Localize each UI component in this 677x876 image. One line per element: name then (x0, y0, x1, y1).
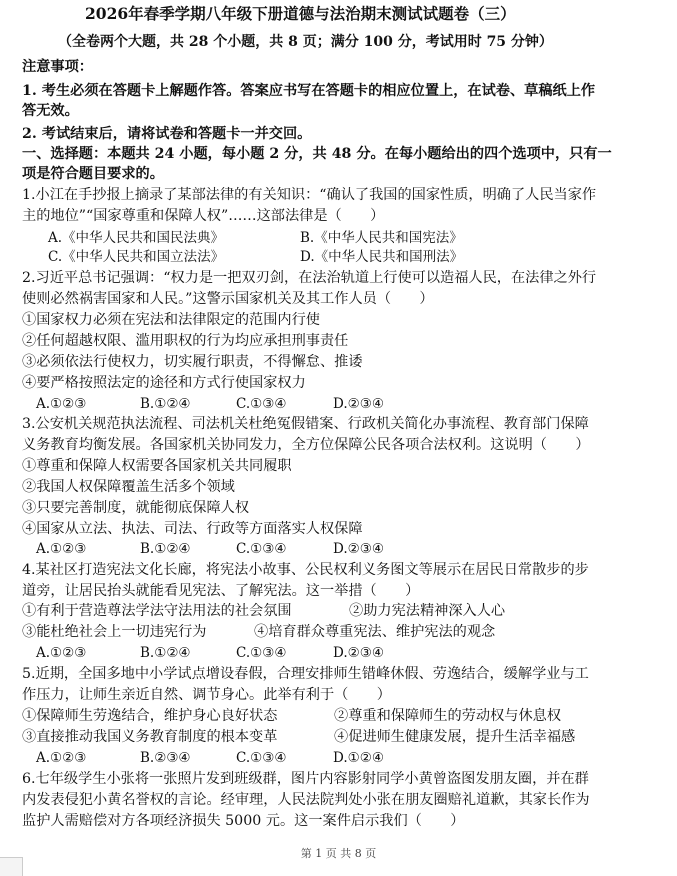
q1-option-b: B.《中华人民共和国宪法》 (300, 230, 463, 246)
q3-statement-4: ④国家从立法、执法、司法、行政等方面落实人权保障 (22, 521, 363, 537)
q6-stem-line-1: 6.七年级学生小张将一张照片发到班级群，图片内容影射同学小黄曾盗图发朋友圈，并在群 (22, 771, 589, 787)
q4-statement-3: ③能杜绝社会上一切违宪行为 (22, 624, 207, 640)
notice-heading: 注意事项： (22, 59, 93, 75)
q3-statement-1: ①尊重和保障人权需要各国家机关共同履职 (22, 458, 292, 474)
q6-stem-line-3: 监护人需赔偿对方各项经济损失 5000 元。这一案件启示我们（ ） (22, 813, 465, 829)
q2-statement-3: ③必须依法行使权力，切实履行职责，不得懈怠、推诿 (22, 354, 363, 370)
q4-option-c: C.①③④ (236, 645, 287, 661)
q1-stem-line-1: 1.小江在手抄报上摘录了某部法律的有关知识：“确认了我国的国家性质，明确了人民当家作 (22, 187, 597, 203)
q5-option-b: B.②③④ (140, 750, 191, 766)
q4-statement-1: ①有利于营造尊法学法守法用法的社会氛围 (22, 603, 292, 619)
q5-option-a: A.①②③ (36, 750, 87, 766)
q4-statement-4: ④培育群众尊重宪法、维护宪法的观念 (254, 624, 496, 640)
q3-stem-line-1: 3.公安机关规范执法流程、司法机关杜绝冤假错案、行政机关简化办事流程、教育部门保障 (22, 416, 589, 432)
scroll-corner (0, 857, 23, 876)
q2-option-d: D.②③④ (333, 396, 384, 412)
q3-option-a: A.①②③ (36, 541, 87, 557)
q3-statement-3: ③只要完善制度，就能彻底保障人权 (22, 500, 250, 516)
section-1-heading-line-1: 一、选择题：本题共 24 小题，每小题 2 分，共 48 分。在每小题给出的四个选项中，只有一 (22, 146, 612, 162)
q2-stem-line-1: 2.习近平总书记强调：“权力是一把双刃剑，在法治轨道上行使可以造福人民，在法律之外行 (22, 270, 597, 286)
q5-option-c: C.①③④ (236, 750, 287, 766)
q1-option-d: D.《中华人民共和国刑法》 (300, 249, 464, 265)
page-number: 第 1 页 共 8 页 (300, 847, 377, 860)
q2-statement-1: ①国家权力必须在宪法和法律限定的范围内行使 (22, 312, 320, 328)
q5-statement-1: ①保障师生劳逸结合，维护身心良好状态 (22, 708, 278, 724)
q2-statement-2: ②任何超越权限、滥用职权的行为均应承担刑事责任 (22, 333, 349, 349)
q6-stem-line-2: 内发表侵犯小黄名誉权的言论。经审理，人民法院判处小张在朋友圈赔礼道歉，其家长作为 (22, 792, 590, 808)
q2-option-a: A.①②③ (36, 396, 87, 412)
q5-statement-4: ④促进师生健康发展，提升生活幸福感 (334, 729, 576, 745)
notice-item-1-line-1: 1. 考生必须在答题卡上解题作答。答案应书写在答题卡的相应位置上，在试卷、草稿纸上作 (22, 83, 596, 99)
q5-statement-2: ②尊重和保障师生的劳动权与休息权 (334, 708, 562, 724)
q5-stem-line-1: 5.近期，全国多地中小学试点增设春假，合理安排师生错峰休假、劳逸结合，缓解学业与工 (22, 666, 589, 682)
q2-stem-line-2: 使则必然祸害国家和人民。”这警示国家机关及其工作人员（ ） (22, 291, 434, 307)
q3-statement-2: ②我国人权保障覆盖生活多个领域 (22, 479, 235, 495)
q4-option-d: D.②③④ (333, 645, 384, 661)
q1-stem-line-2: 主的地位”“国家尊重和保障人权”……这部法律是（ ） (22, 208, 385, 224)
q2-statement-4: ④要严格按照法定的途径和方式行使国家权力 (22, 375, 306, 391)
q1-option-c: C.《中华人民共和国立法法》 (48, 249, 225, 265)
q3-option-c: C.①③④ (236, 541, 287, 557)
q4-stem-line-2: 道旁，让居民抬头就能看见宪法、了解宪法。这一举措（ ） (22, 583, 420, 599)
q2-option-b: B.①②④ (140, 396, 191, 412)
notice-item-2: 2. 考试结束后，请将试卷和答题卡一并交回。 (22, 126, 312, 142)
q3-stem-line-2: 义务教育均衡发展。各国家机关协同发力，全方位保障公民各项合法权利。这说明（ ） (22, 437, 590, 453)
exam-subtitle: （全卷两个大题，共 28 个小题，共 8 页；满分 100 分，考试用时 75 分钟） (58, 34, 553, 50)
q2-option-c: C.①③④ (236, 396, 287, 412)
q3-option-b: B.①②④ (140, 541, 191, 557)
q3-option-d: D.②③④ (333, 541, 384, 557)
q4-option-b: B.①②④ (140, 645, 191, 661)
exam-title: 2026年春季学期八年级下册道德与法治期末测试试题卷（三） (85, 4, 516, 23)
q4-statement-2: ②助力宪法精神深入人心 (349, 603, 506, 619)
q5-stem-line-2: 作压力，让师生亲近自然、调节身心。此举有利于（ ） (22, 687, 391, 703)
q1-option-a: A.《中华人民共和国民法典》 (48, 230, 225, 246)
q5-statement-3: ③直接推动我国义务教育制度的根本变革 (22, 729, 278, 745)
notice-item-1-line-2: 答无效。 (22, 103, 79, 119)
q4-stem-line-1: 4.某社区打造宪法文化长廊，将宪法小故事、公民权利义务图文等展示在居民日常散步的步 (22, 562, 589, 578)
q5-option-d: D.①②④ (333, 750, 384, 766)
q4-option-a: A.①②③ (36, 645, 87, 661)
section-1-heading-line-2: 项是符合题目要求的。 (22, 166, 164, 182)
